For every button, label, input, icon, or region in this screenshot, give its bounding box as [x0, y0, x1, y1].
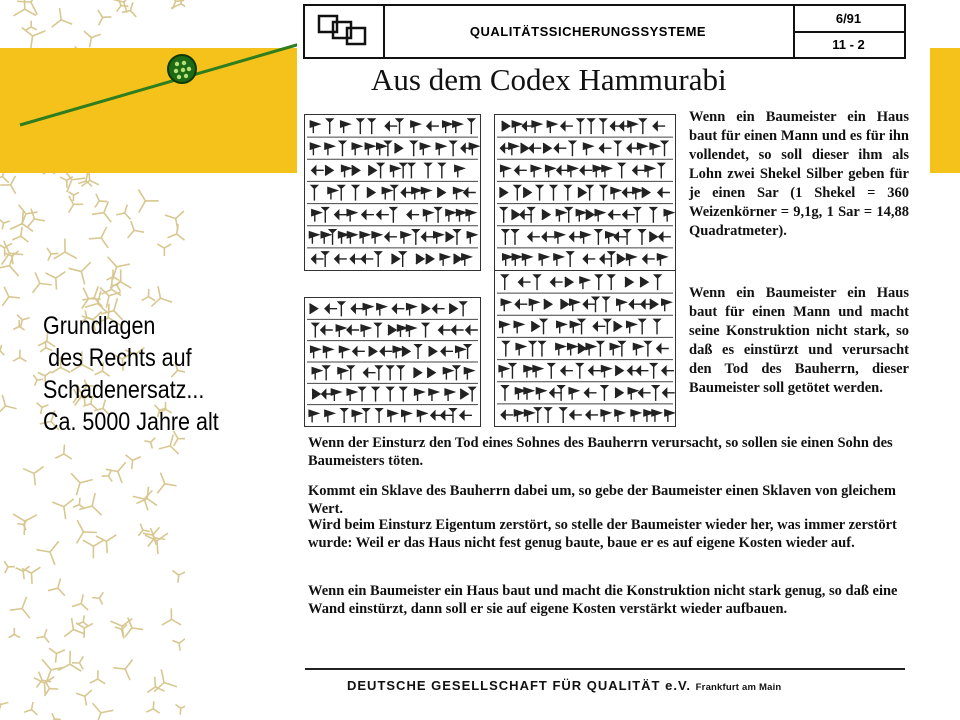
paragraph-3: Wenn der Einsturz den Tod eines Sohnes des Bauherrn verursacht, so sollen sie einen Sohn des Baumeisters töten.: [308, 435, 893, 469]
dgq-logo: [305, 6, 385, 57]
footer-organization: DEUTSCHE GESELLSCHAFT FÜR QUALITÄT e.V.: [347, 678, 692, 693]
cuneiform-tablet-1: [304, 114, 481, 271]
footer-location: Frankfurt am Main: [695, 682, 782, 693]
paragraph-1: Wenn ein Baumeister ein Haus baut für einen Mann und es für ihn vollendet, so soll dieser ihm als Lohn zwei Shekel Silber geben für je einen Sar (1 Shekel = 360 Weizenkörner = 9,1g, 1 Sar = 14,88 Quadratmeter).: [689, 109, 909, 239]
paragraph-4: Kommt ein Sklave des Bauherrn dabei um, so gebe der Baumeister einen Sklaven von gleichem Wert.: [308, 483, 896, 517]
document-title: Aus dem Codex Hammurabi: [371, 62, 727, 97]
caption-line-4: Ca. 5000 Jahre alt: [43, 408, 219, 436]
header-title: QUALITÄTSSICHERUNGSSYSTEME: [383, 6, 795, 57]
paragraph-6: Wenn ein Baumeister ein Haus baut und macht die Konstruktion nicht stark genug, so daß eine Wand einstürzt, dann soll er sie auf eigene Kosten verstärkt wieder aufbauen.: [308, 583, 898, 617]
document-header: [303, 4, 906, 59]
footer-divider: [305, 668, 905, 670]
caption-line-1: Grundlagen: [43, 312, 156, 340]
paragraph-2: Wenn ein Baumeister ein Haus baut für einen Mann und macht seine Konstruktion nicht stark, so daß es einstürzt und verursacht den Tod des Bauherrn, dieser Baumeister soll getötet werden.: [689, 285, 909, 396]
paragraph-5: Wird beim Einsturz Eigentum zerstört, so stelle der Baumeister wieder her, was immer zerstört wurde: Weil er das Haus nicht fest genug baute, baue er es auf eigene Kosten wieder auf.: [308, 517, 897, 551]
scanned-document: [297, 0, 930, 720]
header-number-top: 6/91: [793, 6, 904, 33]
document-footer: [347, 678, 781, 693]
caption-line-3: Schadenersatz...: [43, 376, 205, 404]
cuneiform-tablet-3: [304, 297, 481, 427]
caption-line-2: des Rechts auf: [48, 344, 192, 372]
cuneiform-tablet-4: [494, 270, 676, 427]
header-number-bottom: 11 - 2: [832, 37, 865, 52]
cuneiform-tablet-2: [494, 114, 676, 271]
slide-caption: [43, 310, 249, 438]
